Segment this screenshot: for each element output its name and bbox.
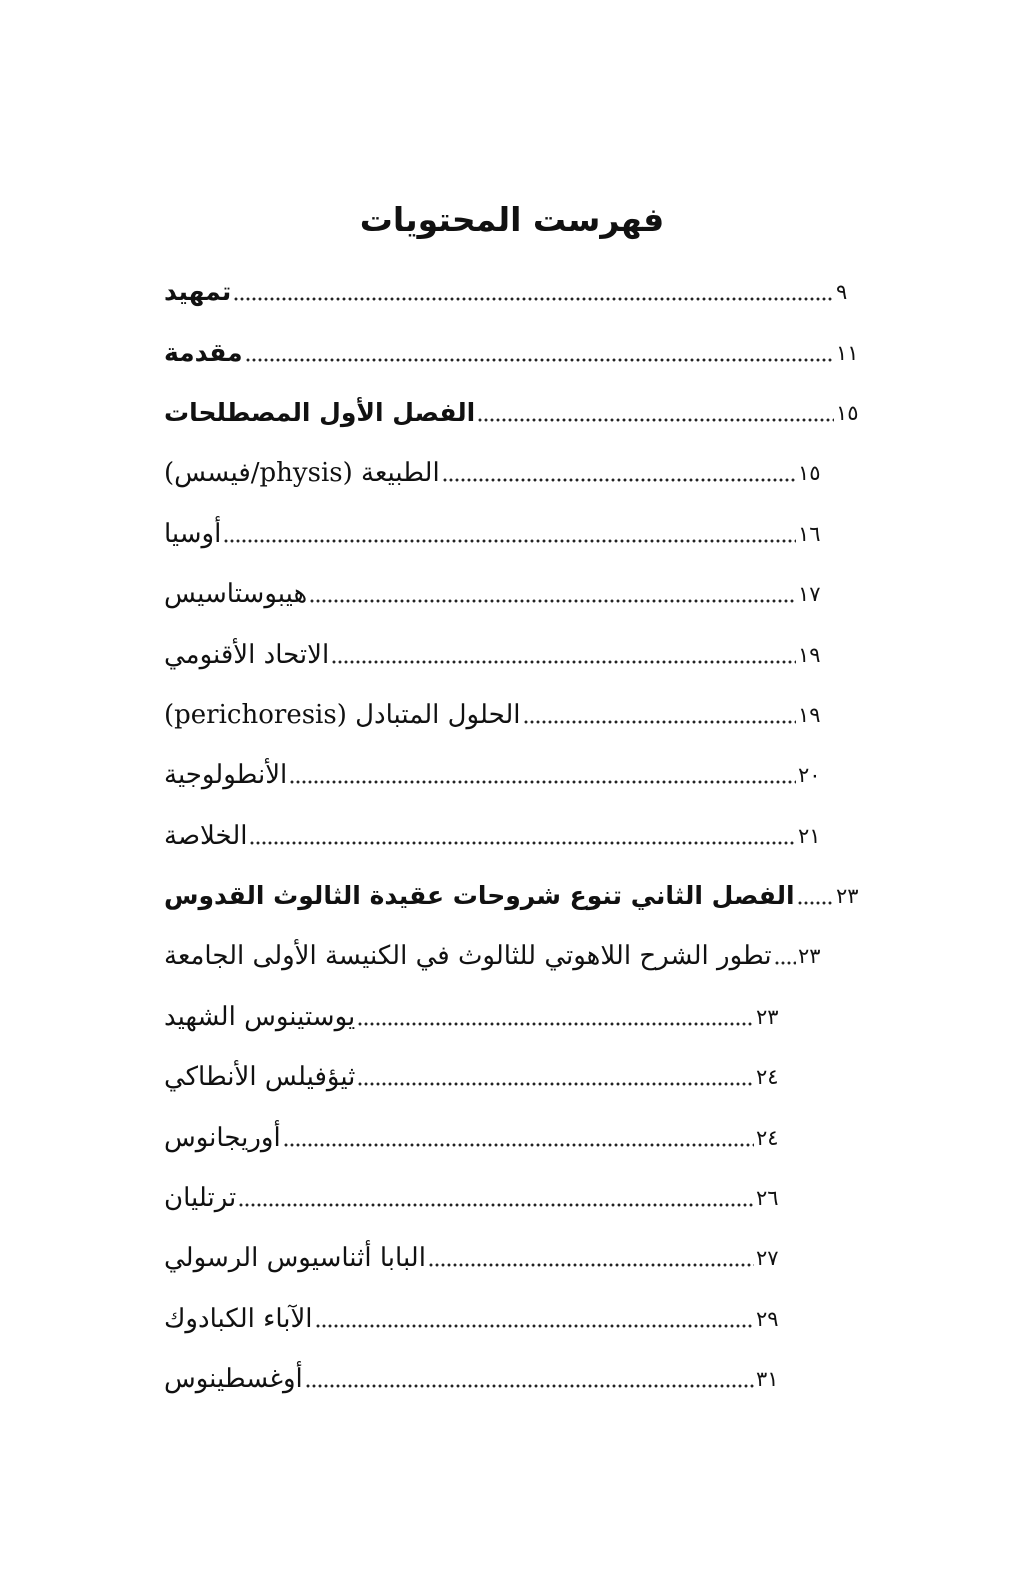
toc-page-number: ٢١ [798, 823, 821, 848]
toc-entry-title: أوسيا [164, 518, 222, 549]
dot-leader [245, 357, 834, 363]
dot-leader [428, 1262, 754, 1268]
toc-entry-title: ثيؤفيلس الأنطاكي [164, 1062, 356, 1093]
toc-entry-title: تمهيد [164, 277, 232, 307]
toc-page-number: ٢٤ [756, 1125, 779, 1150]
toc-list [158, 262, 864, 1409]
toc-page-number: ١٥ [798, 461, 821, 486]
dot-leader [774, 960, 796, 966]
toc-entry[interactable] [158, 504, 864, 564]
toc-entry[interactable] [158, 1228, 864, 1288]
toc-page-number: ١٦ [798, 521, 821, 546]
toc-entry-title: الاتحاد الأقنومي [164, 639, 330, 670]
dot-leader [223, 538, 796, 544]
toc-page-number: ١٧ [798, 582, 821, 607]
toc-entry-title: الخلاصة [164, 820, 248, 851]
toc-page-number: ١٥ [836, 400, 859, 425]
toc-entry-title: أوغسطينوس [164, 1364, 303, 1395]
toc-page-number: ٢٤ [756, 1065, 779, 1090]
dot-leader [442, 477, 796, 483]
toc-entry[interactable] [158, 443, 864, 503]
toc-page-number: ٣١ [756, 1367, 779, 1392]
toc-entry[interactable] [158, 745, 864, 805]
toc-entry[interactable] [158, 926, 864, 986]
toc-entry[interactable] [158, 1349, 864, 1409]
toc-entry[interactable] [158, 1168, 864, 1228]
dot-leader [357, 1081, 754, 1087]
dot-leader [289, 779, 796, 785]
dot-leader [305, 1383, 754, 1389]
toc-entry-title: يوستينوس الشهيد [164, 1001, 356, 1032]
toc-page-number: ٢٣ [798, 944, 821, 969]
toc-entry[interactable] [158, 1107, 864, 1167]
dot-leader [309, 598, 796, 604]
toc-entry-title: الآباء الكبادوك [164, 1303, 313, 1334]
dot-leader [331, 659, 796, 665]
toc-entry-title: الأنطولوجية [164, 760, 288, 791]
toc-entry[interactable] [158, 987, 864, 1047]
toc-page-number: ٢٣ [756, 1004, 779, 1029]
toc-entry-title: الفصل الثاني تنوع شروحات عقيدة الثالوث القدوس [164, 881, 795, 911]
toc-entry[interactable] [158, 564, 864, 624]
page-title: فهرست المحتويات [359, 200, 665, 239]
toc-entry[interactable] [158, 322, 864, 382]
toc-entry[interactable] [158, 685, 864, 745]
dot-leader [523, 719, 796, 725]
toc-entry[interactable] [158, 262, 864, 322]
toc-entry-title: البابا أثناسيوس الرسولي [164, 1243, 426, 1274]
toc-entry-title: أوريجانوس [164, 1122, 281, 1153]
toc-entry-title: مقدمة [164, 337, 243, 367]
toc-entry[interactable] [158, 1289, 864, 1349]
dot-leader [233, 296, 834, 302]
toc-page-number: ٢٣ [836, 884, 859, 909]
toc-page-number: ٩ [836, 280, 848, 305]
toc-entry-title: تطور الشرح اللاهوتي للثالوث في الكنيسة الأولى الجامعة [164, 941, 772, 972]
toc-entry-title: الطبيعة (physis/فيسس) [164, 458, 440, 489]
dot-leader [357, 1021, 754, 1027]
dot-leader [797, 900, 834, 906]
dot-leader [249, 840, 796, 846]
toc-entry[interactable] [158, 624, 864, 684]
toc-entry-title: هيبوستاسيس [164, 579, 308, 610]
toc-page-number: ١٩ [798, 702, 821, 727]
toc-entry-title: ترتليان [164, 1183, 237, 1214]
toc-entry-title: الحلول المتبادل (perichoresis) [164, 699, 521, 730]
toc-page-number: ٢٩ [756, 1306, 779, 1331]
dot-leader [238, 1202, 754, 1208]
toc-page-number: ١١ [836, 340, 859, 365]
toc-page-number: ٢٧ [756, 1246, 779, 1271]
toc-entry-title: الفصل الأول المصطلحات [164, 397, 476, 427]
dot-leader [477, 417, 834, 423]
toc-page-number: ١٩ [798, 642, 821, 667]
toc-page-number: ٢٠ [798, 763, 821, 788]
dot-leader [283, 1142, 754, 1148]
toc-entry[interactable] [158, 383, 864, 443]
dot-leader [315, 1323, 754, 1329]
toc-page-number: ٢٦ [756, 1186, 779, 1211]
toc-entry[interactable] [158, 866, 864, 926]
toc-entry[interactable] [158, 806, 864, 866]
toc-entry[interactable] [158, 1047, 864, 1107]
